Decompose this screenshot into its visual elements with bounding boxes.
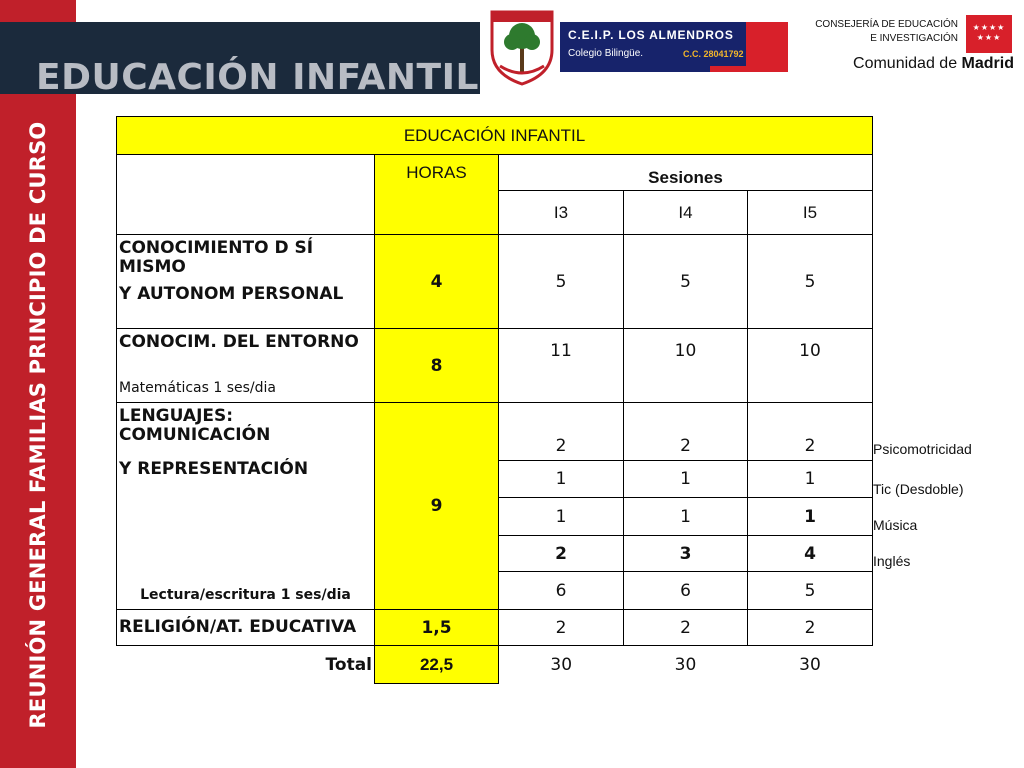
empty-header-cell (117, 155, 375, 235)
table-row (117, 329, 873, 403)
table-row (117, 235, 873, 329)
value-cell: 1 (748, 498, 873, 536)
level-i5: I5 (748, 191, 873, 235)
value-cell: 1 (499, 498, 624, 536)
value-cell: 2 (748, 610, 873, 646)
value-cell: 2 (624, 610, 748, 646)
consejeria-line-2: E INVESTIGACIÓN (870, 33, 958, 44)
value-cell: 2 (499, 536, 624, 572)
school-code: C.C. 28041792 (683, 49, 744, 59)
subject-cell (117, 329, 375, 403)
total-label: Total (325, 654, 372, 675)
table-title: EDUCACIÓN INFANTIL (117, 117, 873, 155)
madrid-flag-icon (965, 14, 1013, 54)
total-hours: 22,5 (375, 646, 499, 684)
school-logo (560, 22, 788, 72)
subject-line: LENGUAJES: COMUNICACIÓN (119, 406, 271, 445)
lang-label-musica: Música (873, 517, 918, 533)
lang-label-ingles: Inglés (873, 553, 911, 569)
sidebar-title: REUNIÓN GENERAL FAMILIAS PRINCIPIO DE CURSO (26, 121, 50, 729)
subject-line: Y REPRESENTACIÓN (119, 459, 309, 479)
value-cell: 1 (748, 461, 873, 498)
comunidad-label (790, 55, 1014, 73)
page-title: EDUCACIÓN INFANTIL (36, 57, 479, 98)
value-cell: 1 (499, 461, 624, 498)
value-cell: 5 (499, 235, 624, 329)
value-cell: 5 (624, 235, 748, 329)
value-cell: 6 (499, 572, 624, 610)
madrid-stars: ★★★★ ★★★ (972, 23, 1006, 42)
level-i4: I4 (624, 191, 748, 235)
value-cell: 6 (624, 572, 748, 610)
lang-label-psicomotricidad: Psicomotricidad (873, 441, 972, 457)
total-value: 30 (674, 654, 697, 675)
lang-label-tic: Tic (Desdoble) (873, 481, 964, 497)
subject-line: CONOCIM. DEL ENTORNO (119, 332, 359, 352)
value-cell: 5 (748, 235, 873, 329)
subject-cell: RELIGIÓN/AT. EDUCATIVA (117, 610, 375, 646)
consejeria-label (790, 18, 958, 46)
subject-note: Lectura/escritura 1 ses/dia (140, 587, 351, 603)
total-value: 30 (550, 654, 573, 675)
hours-cell: 9 (375, 403, 499, 610)
value-cell: 10 (624, 329, 748, 403)
school-logo-stripe (710, 66, 788, 72)
value-cell: 10 (748, 329, 873, 403)
value-cell: 2 (624, 403, 748, 461)
sesiones-header: Sesiones (499, 155, 873, 191)
table-row (117, 610, 873, 646)
level-i3: I3 (499, 191, 624, 235)
total-value: 30 (799, 654, 821, 675)
header-bar (0, 22, 480, 98)
table-header-row (117, 155, 873, 191)
total-row (117, 646, 873, 684)
table-row (117, 403, 873, 461)
subject-cell (117, 403, 375, 610)
school-name: C.E.I.P. LOS ALMENDROS (568, 28, 734, 42)
subject-note: Matemáticas 1 ses/dia (119, 380, 277, 396)
hours-cell: 4 (375, 235, 499, 329)
hours-cell: 8 (375, 329, 499, 403)
comunidad-text: Comunidad de (853, 55, 958, 72)
subject-line: Y AUTONOM PERSONAL (119, 284, 344, 304)
subject-line: CONOCIMIENTO D SÍ MISMO (119, 238, 314, 277)
value-cell: 2 (499, 610, 624, 646)
value-cell: 2 (748, 403, 873, 461)
hours-table (116, 116, 873, 684)
value-cell: 5 (748, 572, 873, 610)
value-cell: 1 (624, 461, 748, 498)
school-crest-icon (486, 6, 558, 86)
school-subtitle: Colegio Bilingüe. (568, 48, 644, 59)
hours-cell: 1,5 (375, 610, 499, 646)
consejeria-line-1: CONSEJERÍA DE EDUCACIÓN (815, 19, 958, 30)
madrid-text: Madrid (961, 55, 1014, 72)
subject-cell (117, 235, 375, 329)
table-title-row (117, 117, 873, 155)
value-cell: 11 (499, 329, 624, 403)
value-cell: 1 (624, 498, 748, 536)
horas-header: HORAS (375, 155, 499, 235)
school-logo-stripe (746, 22, 788, 72)
sidebar-band (0, 0, 76, 768)
value-cell: 3 (624, 536, 748, 572)
value-cell: 2 (499, 403, 624, 461)
value-cell: 4 (748, 536, 873, 572)
